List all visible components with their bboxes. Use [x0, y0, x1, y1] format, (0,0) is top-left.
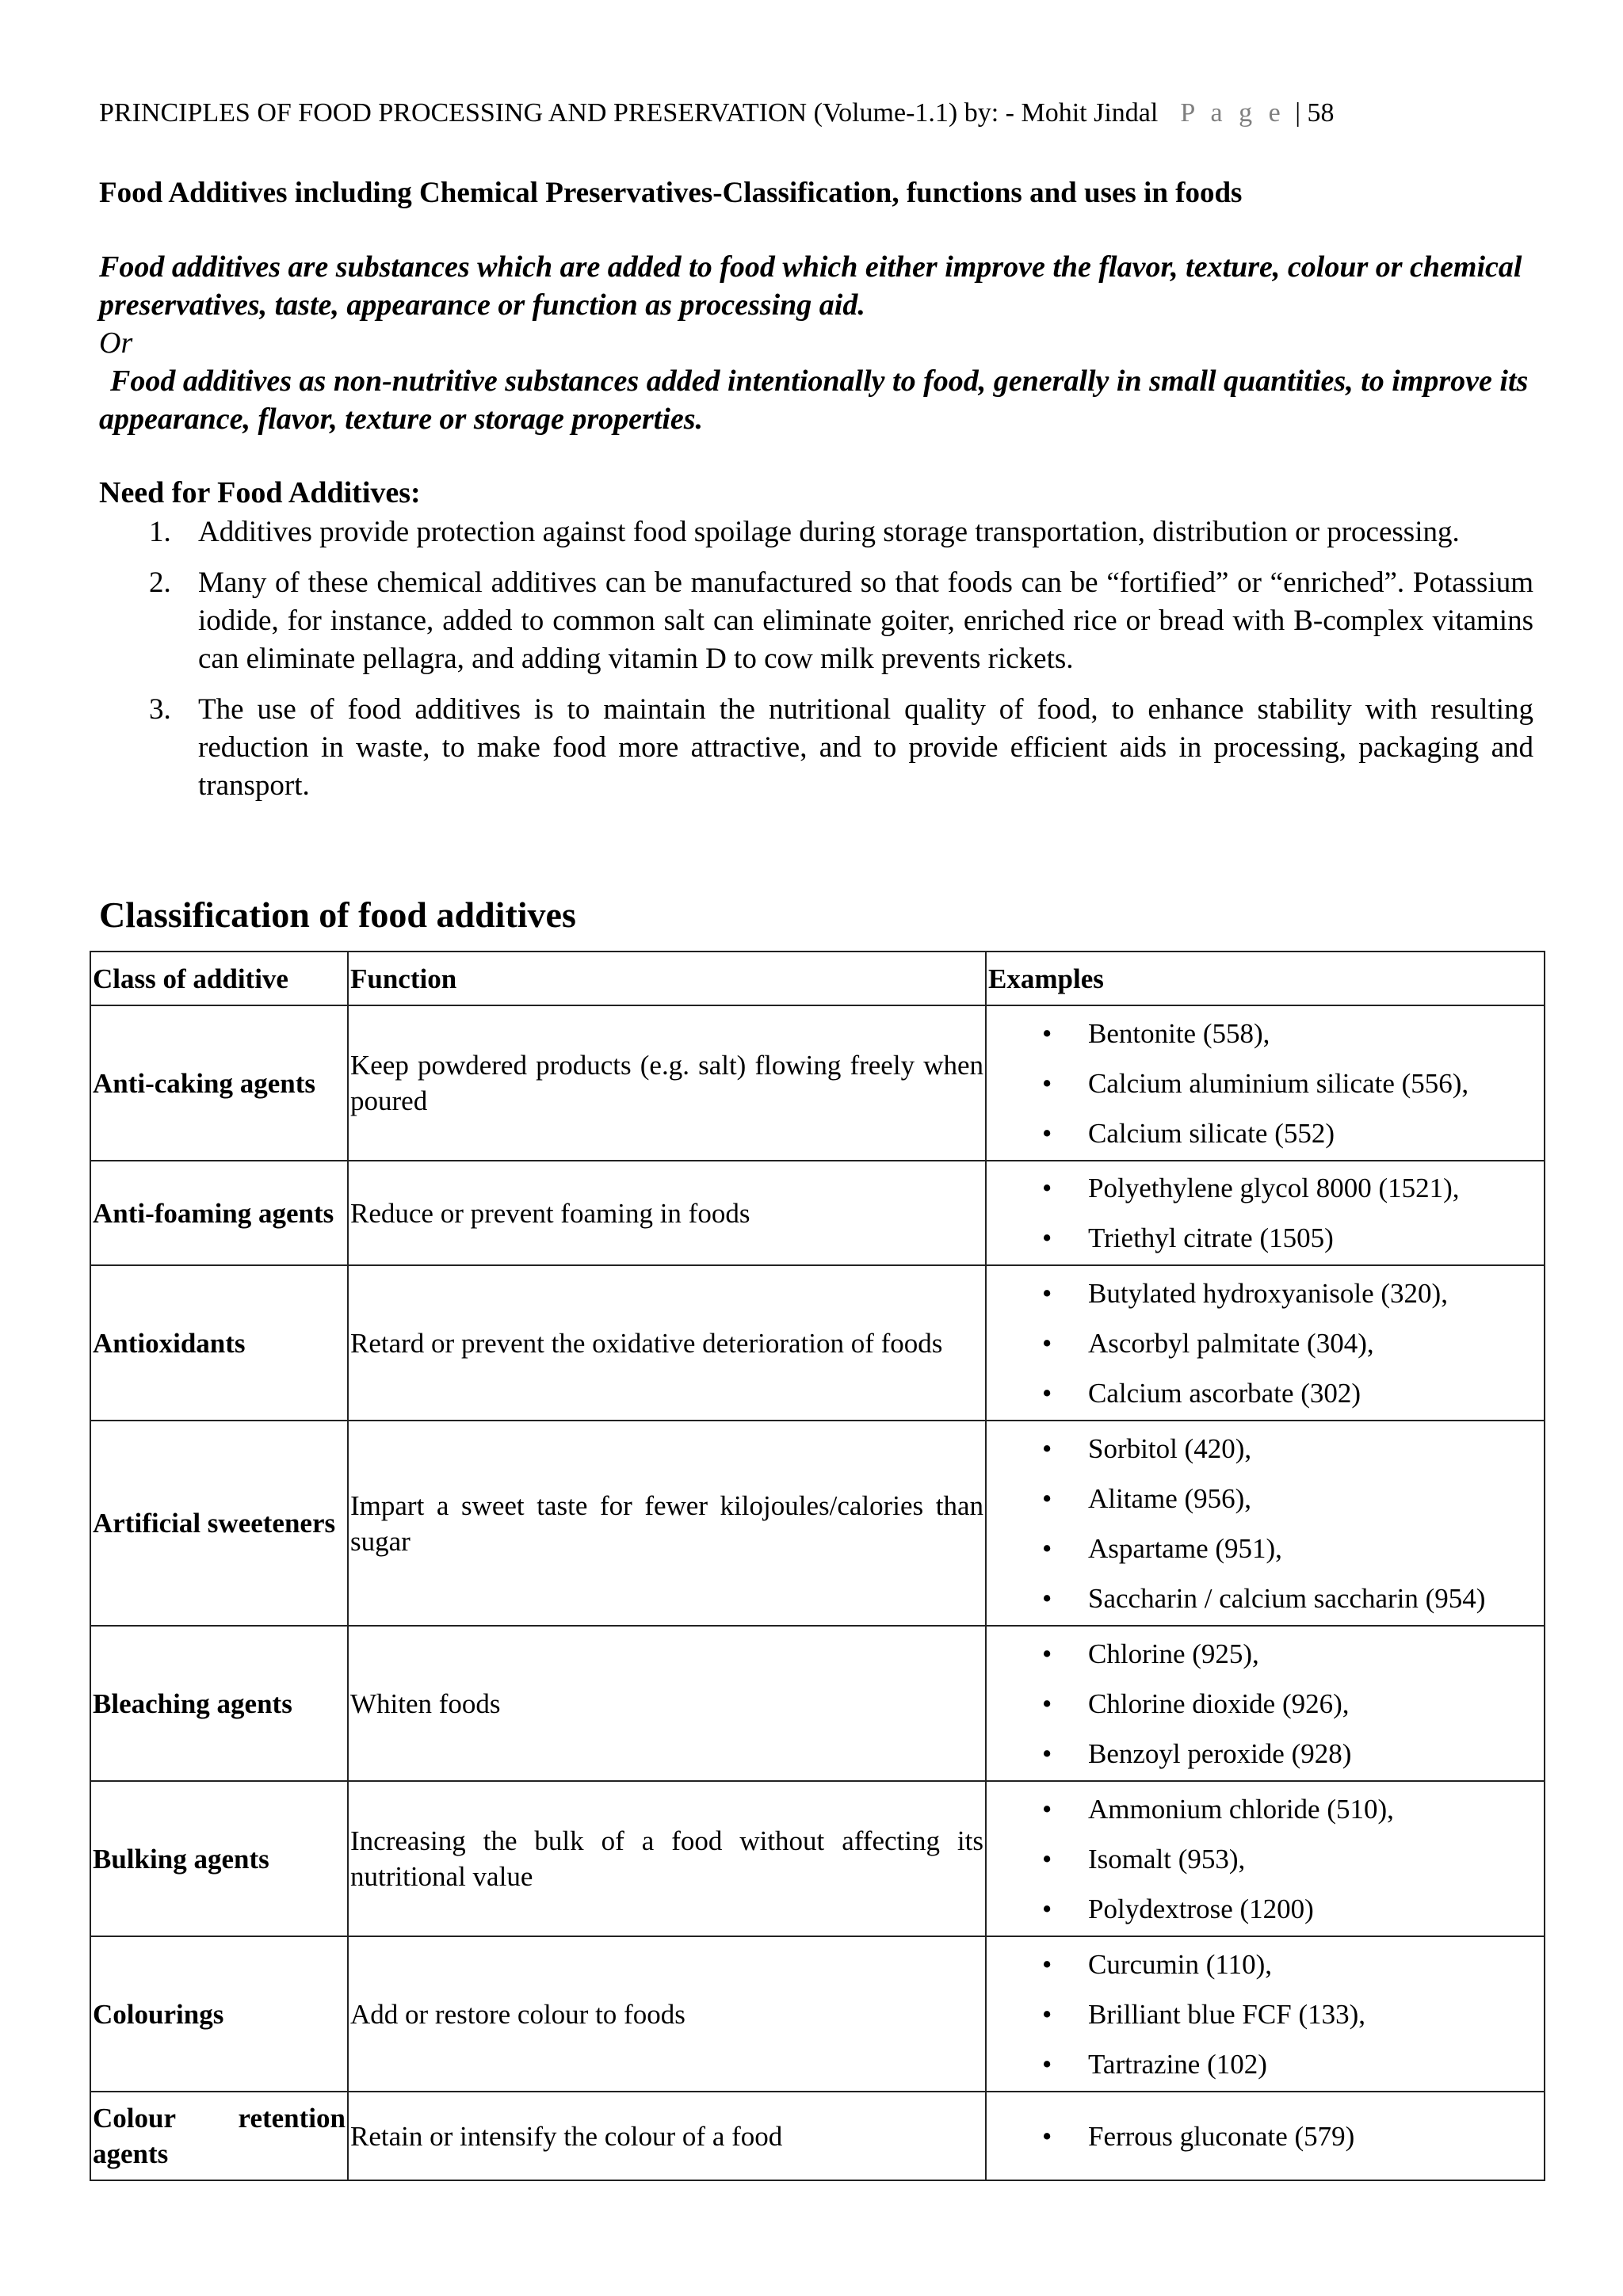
- example-item: [988, 1524, 1542, 1573]
- example-text: Polyethylene glycol 8000 (1521),: [1088, 1173, 1460, 1203]
- class-cell: Artificial sweeteners: [90, 1421, 348, 1626]
- header-book-title: PRINCIPLES OF FOOD PROCESSING AND PRESERVATION (Volume-1.1) by: - Mohit Jindal: [99, 98, 1159, 128]
- function-cell: Retard or prevent the oxidative deterioration of foods: [348, 1265, 986, 1421]
- class-cell: Antioxidants: [90, 1265, 348, 1421]
- examples-cell: [986, 1161, 1545, 1265]
- bullet-icon: •: [1042, 1377, 1052, 1409]
- need-list-item: [99, 513, 1533, 551]
- definitions: [99, 248, 1533, 438]
- need-list-item: [99, 691, 1533, 805]
- example-item: [988, 2111, 1542, 2161]
- classification-table: [90, 951, 1545, 2181]
- example-text: Sorbitol (420),: [1088, 1432, 1252, 1464]
- examples-cell: [986, 1626, 1545, 1781]
- example-item: [988, 1784, 1542, 1834]
- examples-cell: [986, 1265, 1545, 1421]
- example-item: [988, 1009, 1542, 1058]
- table-row: [90, 1265, 1545, 1421]
- bullet-icon: •: [1042, 1327, 1052, 1359]
- example-text: Saccharin / calcium saccharin (954): [1088, 1582, 1486, 1614]
- bullet-icon: •: [1042, 2048, 1052, 2080]
- bullet-icon: •: [1042, 1582, 1052, 1614]
- example-item: [988, 1834, 1542, 1884]
- examples-list: [988, 1629, 1542, 1779]
- example-text: Isomalt (953),: [1088, 1843, 1246, 1875]
- function-cell: Keep powdered products (e.g. salt) flowing freely when poured: [348, 1005, 986, 1161]
- bullet-icon: •: [1042, 1277, 1052, 1309]
- section-title: Food Additives including Chemical Preservatives-Classification, functions and uses in foods: [99, 177, 1243, 209]
- example-item: [988, 1474, 1542, 1524]
- example-item: [988, 1629, 1542, 1679]
- example-item: [988, 1268, 1542, 1318]
- bullet-icon: •: [1042, 1998, 1052, 2030]
- example-text: Ammonium chloride (510),: [1088, 1793, 1394, 1825]
- class-cell: Anti-caking agents: [90, 1005, 348, 1161]
- example-item: [988, 1058, 1542, 1108]
- example-item: [988, 1424, 1542, 1474]
- bullet-icon: •: [1042, 1432, 1052, 1464]
- need-item-text: Many of these chemical additives can be manufactured so that foods can be “fortified” or “enriched”. Potassium iodide, for instance, added to common salt can eliminate goiter, enriched rice or bread with B-complex vitamins can eliminate pellagra, and adding vitamin D to cow milk prevents rickets.: [198, 566, 1533, 675]
- example-text: Chlorine dioxide (926),: [1088, 1688, 1350, 1719]
- header-page-number: | 58: [1295, 98, 1335, 128]
- bullet-icon: •: [1042, 1017, 1052, 1049]
- class-cell: Bulking agents: [90, 1781, 348, 1936]
- example-item: [988, 1213, 1542, 1263]
- example-item: [988, 1729, 1542, 1779]
- example-item: [988, 1108, 1542, 1158]
- example-item: [988, 1989, 1542, 2039]
- examples-list: [988, 1009, 1542, 1158]
- example-text: Brilliant blue FCF (133),: [1088, 1998, 1365, 2030]
- example-item: [988, 1939, 1542, 1989]
- class-cell: Anti-foaming agents: [90, 1161, 348, 1265]
- bullet-icon: •: [1042, 1067, 1052, 1099]
- bullet-icon: •: [1042, 1737, 1052, 1769]
- example-item: [988, 1573, 1542, 1623]
- bullet-icon: •: [1042, 2120, 1052, 2152]
- need-list-item: [99, 564, 1533, 678]
- example-item: [988, 1318, 1542, 1368]
- example-text: Ferrous gluconate (579): [1088, 2120, 1355, 2152]
- need-item-number: 1.: [149, 516, 171, 548]
- example-text: Calcium aluminium silicate (556),: [1088, 1067, 1469, 1099]
- examples-cell: [986, 1781, 1545, 1936]
- bullet-icon: •: [1042, 1843, 1052, 1875]
- header-page-label: P a g e: [1180, 98, 1285, 128]
- class-cell: Colourings: [90, 1936, 348, 2092]
- bullet-icon: •: [1042, 1117, 1052, 1149]
- table-body: [90, 1005, 1545, 2180]
- examples-list: [988, 2111, 1542, 2161]
- bullet-icon: •: [1042, 1222, 1052, 1253]
- example-item: [988, 1884, 1542, 1934]
- column-header-examples: Examples: [986, 952, 1545, 1005]
- table-row: [90, 1161, 1545, 1265]
- example-text: Chlorine (925),: [1088, 1638, 1259, 1669]
- table-header-row: [90, 952, 1545, 1005]
- examples-cell: [986, 1421, 1545, 1626]
- need-item-text: The use of food additives is to maintain the nutritional quality of food, to enhance stability with resulting reduction in waste, to make food more attractive, and to provide efficient aids in processing, packaging and transport.: [198, 693, 1533, 802]
- column-header-function: Function: [348, 952, 986, 1005]
- example-item: [988, 1679, 1542, 1729]
- class-cell: Colour retention agents: [90, 2092, 348, 2180]
- bullet-icon: •: [1042, 1688, 1052, 1719]
- function-cell: Retain or intensify the colour of a food: [348, 2092, 986, 2180]
- table-row: [90, 2092, 1545, 2180]
- example-text: Triethyl citrate (1505): [1088, 1222, 1334, 1253]
- need-item-number: 2.: [149, 566, 171, 599]
- definition-second: Food additives as non-nutritive substances added intentionally to food, generally in small quantities, to improve its appearance, flavor, texture or storage properties.: [99, 364, 1529, 436]
- column-header-class: Class of additive: [90, 952, 348, 1005]
- table-row: [90, 1626, 1545, 1781]
- bullet-icon: •: [1042, 1532, 1052, 1564]
- table-row: [90, 1781, 1545, 1936]
- examples-cell: [986, 1936, 1545, 2092]
- bullet-icon: •: [1042, 1893, 1052, 1924]
- example-text: Calcium silicate (552): [1088, 1117, 1335, 1149]
- example-text: Aspartame (951),: [1088, 1532, 1282, 1564]
- example-item: [988, 1368, 1542, 1418]
- function-cell: Whiten foods: [348, 1626, 986, 1781]
- examples-list: [988, 1163, 1542, 1263]
- example-text: Calcium ascorbate (302): [1088, 1377, 1361, 1409]
- need-heading: Need for Food Additives:: [99, 476, 421, 509]
- examples-list: [988, 1784, 1542, 1934]
- need-item-number: 3.: [149, 693, 171, 726]
- function-cell: Reduce or prevent foaming in foods: [348, 1161, 986, 1265]
- bullet-icon: •: [1042, 1638, 1052, 1669]
- bullet-icon: •: [1042, 1482, 1052, 1514]
- need-list: [99, 513, 1533, 805]
- function-cell: Increasing the bulk of a food without affecting its nutritional value: [348, 1781, 986, 1936]
- classification-heading: Classification of food additives: [99, 894, 576, 935]
- definition-first: Food additives are substances which are added to food which either improve the flavor, texture, colour or chemical preservatives, taste, appearance or function as processing aid.: [99, 250, 1522, 322]
- examples-cell: [986, 2092, 1545, 2180]
- example-text: Polydextrose (1200): [1088, 1893, 1314, 1924]
- example-text: Benzoyl peroxide (928): [1088, 1737, 1352, 1769]
- function-cell: Impart a sweet taste for fewer kilojoules/calories than sugar: [348, 1421, 986, 1626]
- definition-or: Or: [99, 326, 133, 360]
- table-row: [90, 1936, 1545, 2092]
- example-text: Ascorbyl palmitate (304),: [1088, 1327, 1374, 1359]
- table-row: [90, 1421, 1545, 1626]
- class-cell: Bleaching agents: [90, 1626, 348, 1781]
- need-item-text: Additives provide protection against food spoilage during storage transportation, distribution or processing.: [198, 516, 1460, 548]
- examples-list: [988, 1424, 1542, 1623]
- table-row: [90, 1005, 1545, 1161]
- function-cell: Add or restore colour to foods: [348, 1936, 986, 2092]
- examples-cell: [986, 1005, 1545, 1161]
- bullet-icon: •: [1042, 1793, 1052, 1825]
- bullet-icon: •: [1042, 1173, 1052, 1203]
- example-item: [988, 2039, 1542, 2089]
- examples-list: [988, 1268, 1542, 1418]
- example-item: [988, 1163, 1542, 1213]
- example-text: Curcumin (110),: [1088, 1948, 1272, 1980]
- example-text: Butylated hydroxyanisole (320),: [1088, 1277, 1448, 1309]
- example-text: Alitame (956),: [1088, 1482, 1252, 1514]
- examples-list: [988, 1939, 1542, 2089]
- running-header: [99, 98, 1335, 128]
- example-text: Tartrazine (102): [1088, 2048, 1267, 2080]
- example-text: Bentonite (558),: [1088, 1017, 1270, 1049]
- bullet-icon: •: [1042, 1948, 1052, 1980]
